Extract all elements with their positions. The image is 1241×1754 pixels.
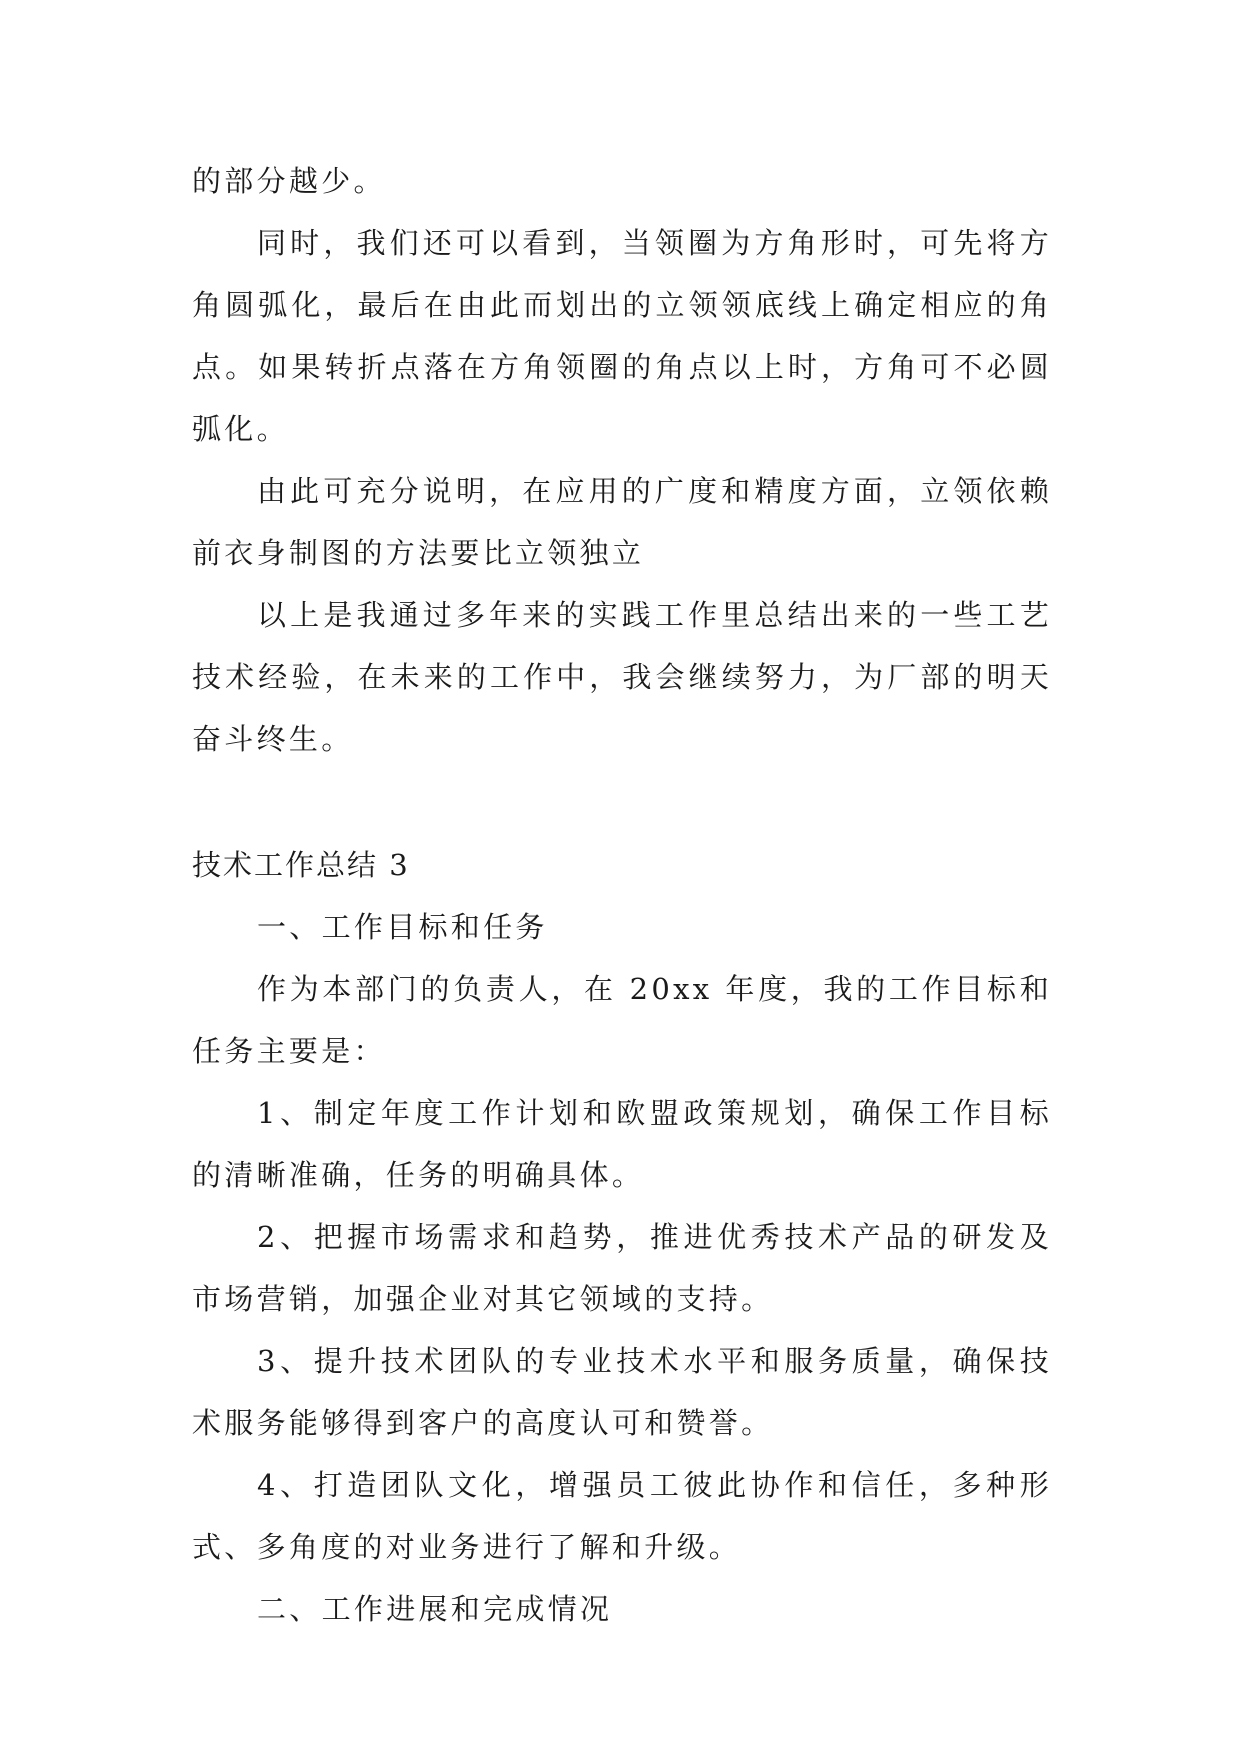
list-item: 1、制定年度工作计划和欧盟政策规划，确保工作目标的清晰准确，任务的明确具体。 bbox=[192, 1096, 1052, 1192]
body-paragraph: 同时，我们还可以看到，当领圈为方角形时，可先将方角圆弧化，最后在由此而划出的立领领底线上确定相应的角点。如果转折点落在方角领圈的角点以上时，方角可不必圆弧化。 bbox=[192, 226, 1052, 446]
body-paragraph: 以上是我通过多年来的实践工作里总结出来的一些工艺技术经验，在未来的工作中，我会继续努力，为厂部的明天奋斗终生。 bbox=[192, 598, 1052, 756]
subheading: 二、工作进展和完成情况 bbox=[257, 1592, 613, 1626]
body-paragraph: 由此可充分说明，在应用的广度和精度方面，立领依赖前衣身制图的方法要比立领独立 bbox=[192, 474, 1052, 570]
section-title: 技术工作总结 3 bbox=[192, 848, 410, 882]
list-item: 3、提升技术团队的专业技术水平和服务质量，确保技术服务能够得到客户的高度认可和赞誉。 bbox=[192, 1344, 1052, 1440]
body-paragraph: 作为本部门的负责人，在 20xx 年度，我的工作目标和任务主要是： bbox=[192, 972, 1052, 1068]
list-item: 4、打造团队文化，增强员工彼此协作和信任，多种形式、多角度的对业务进行了解和升级。 bbox=[192, 1468, 1052, 1564]
list-item: 2、把握市场需求和趋势，推进优秀技术产品的研发及市场营销，加强企业对其它领域的支持。 bbox=[192, 1220, 1052, 1316]
section-spacer bbox=[192, 770, 1052, 834]
subheading: 一、工作目标和任务 bbox=[257, 910, 548, 944]
continuation-paragraph: 的部分越少。 bbox=[192, 164, 386, 198]
document-page bbox=[192, 150, 1052, 1640]
